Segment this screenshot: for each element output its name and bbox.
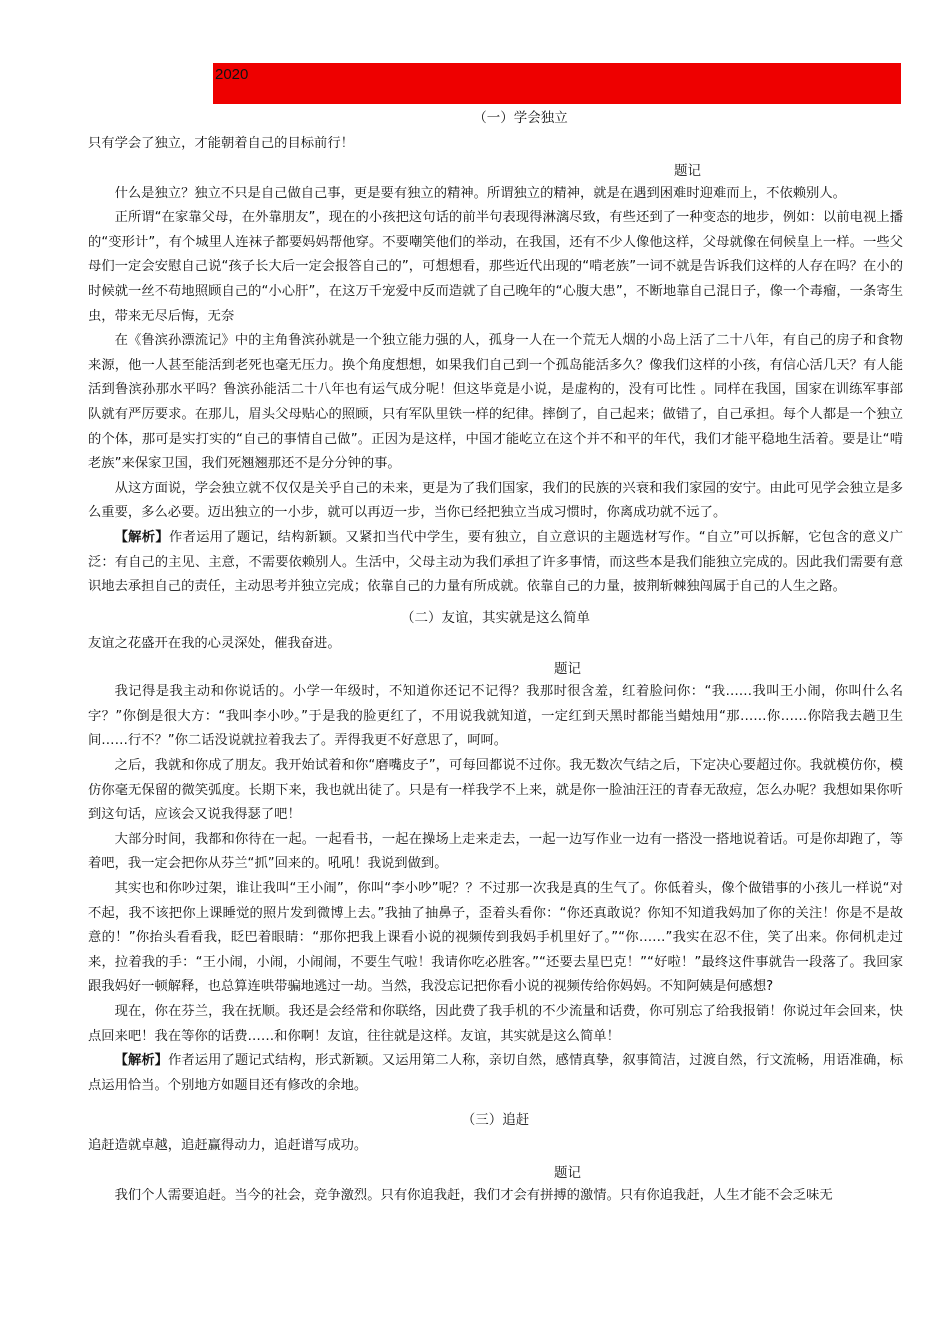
analysis-label: 【解析】: [114, 1053, 169, 1069]
paragraph: 从这方面说，学会独立就不仅仅是关乎自己的未来，更是为了我们国家，我们的民族的兴衰和我们家园的安宁。由此可见学会独立是多么重要，多么必要。迈出独立的一小步，就可以再迈一步，当你已经把独立当成习惯时，你离成功就不远了。: [88, 480, 903, 521]
essay-section-3: [88, 1108, 903, 1208]
tiji-label: 题记: [554, 661, 581, 678]
section-lead: 追赶造就卓越，追赶赢得动力，追赶谱写成功。: [88, 1138, 368, 1154]
document-body: [88, 106, 903, 1209]
paragraph: 正所谓“在家靠父母，在外靠朋友”，现在的小孩把这句话的前半句表现得淋漓尽致，有些还到了一种变态的地步，例如：以前电视上播的“变形计”，有个城里人连袜子都要妈妈帮他穿。不要嘲笑他们的举动，在我国，还有不少人像他这样，父母就像在伺候皇上一样。一些父母们一定会安慰自己说“孩子长大后一定会报答自己的”，可想想看，那些近代出现的“啃老族”一词不就是告诉我们这样的人存在吗？在小的时候就一丝不苟地照顾自己的“小心肝”，在这万千宠爱中反而造就了自己晚年的“心腹大患”，不断地靠自己混日子，像一个毒瘤，一条寄生虫，带来无尽后悔，无奈: [88, 210, 903, 324]
essay-section-2: [88, 606, 903, 1099]
analysis-paragraph: [88, 1049, 903, 1098]
section-title: （二）友谊，其实就是这么简单: [401, 609, 590, 626]
section-lead: 友谊之花盛开在我的心灵深处，催我奋进。: [88, 635, 341, 651]
section-title: （三）追赶: [461, 1112, 530, 1129]
section-title: （一）学会独立: [473, 110, 568, 126]
paragraph: 大部分时间，我都和你待在一起。一起看书，一起在操场上走来走去，一起一边写作业一边有一搭没一搭地说着话。可是你却跑了，等着吧，我一定会把你从芬兰“抓”回来的。吼吼！我说到做到。: [88, 831, 903, 872]
paragraph: 我们个人需要追赶。当今的社会，竞争激烈。只有你追我赶，我们才会有拼搏的激情。只有你追我赶，人生才能不会乏味无: [114, 1187, 833, 1203]
essay-section-1: [88, 106, 903, 600]
paragraph: 其实也和你吵过架，谁让我叫“王小闹”，你叫“李小吵”呢？？不过那一次我是真的生气了。你低着头，像个做错事的小孩儿一样说“对不起，我不该把你上课睡觉的照片发到微博上去。”我抽了抽鼻子，歪着头看你：“你还真敢说？你知不知道我妈加了你的关注！你是不是故意的！”你抬头看看我，眨巴着眼睛：“那你把我上课看小说的视频传到我妈手机里好了。”“你……”我实在忍不住，笑了出来。你伺机走过来，拉着我的手：“王小闹，小闹，小闹闹，不要生气啦！我请你吃必胜客。”“还要去星巴克！”“好啦！”最终这件事就告一段落了。我回家跟我妈好一顿解释，也总算连哄带骗地逃过一劫。当然，我没忘记把你看小说的视频传给你妈妈。不知阿姨是何感想?: [88, 881, 903, 995]
paragraph: 什么是独立？独立不只是自己做自己事，更是要有独立的精神。所谓独立的精神，就是在遇到困难时迎难而上，不依赖别人。: [114, 185, 846, 201]
paragraph: 我记得是我主动和你说话的。小学一年级时，不知道你还记不记得？我那时很含羞，红着脸问你：“我……我叫王小闹，你叫什么名字？”你倒是很大方：“我叫李小吵。”于是我的脸更红了，不用说我就知道，一定红到天黑时都能当蜡烛用“那……你……你陪我去趟卫生间……行不？”你二话没说就拉着我去了。弄得我更不好意思了，呵呵。: [88, 684, 903, 749]
analysis-text: 作者运用了题记式结构，形式新颖。又运用第二人称，亲切自然，感情真挚，叙事简洁，过渡自然，行文流畅，用语准确，标点运用恰当。个别地方如题目还有修改的余地。: [88, 1053, 904, 1093]
analysis-text: 作者运用了题记，结构新颖。又紧扣当代中学生，要有独立，自立意识的主题选材写作。“自立”可以拆解，它包含的意义广泛：有自己的主见、主意，不需要依赖别人。生活中，父母主动为我们承担了许多事情，而这些本是我们能独立完成的。因此我们需要有意识地去承担自己的责任，主动思考并独立完成；依靠自己的力量有所成就。依靠自己的力量，披荆斩棘独闯属于自己的人生之路。: [88, 529, 903, 595]
tiji-label: 题记: [554, 1164, 581, 1181]
analysis-paragraph: [88, 526, 903, 600]
banner-year: 2020: [215, 66, 249, 83]
paragraph: 之后，我就和你成了朋友。我开始试着和你“磨嘴皮子”，可每回都说不过你。我无数次气结之后，下定决心要超过你。我就模仿你，模仿你毫无保留的微笑弧度。长期下来，我也就出徒了。只是有一样我学不上来，就是你一脸油汪汪的青春无敌痘，怎么办呢？我想如果你听到这句话，应该会又说我得瑟了吧！: [88, 758, 903, 823]
tiji-label: 题记: [674, 162, 701, 179]
section-lead: 只有学会了独立，才能朝着自己的目标前行！: [88, 136, 354, 151]
paragraph: 现在，你在芬兰，我在抚顺。我还是会经常和你联络，因此费了我手机的不少流量和话费，你可别忘了给我报销！你说过年会回来，快点回来吧！我在等你的话费……和你啊！友谊，往往就是这样。友谊，其实就是这么简单！: [88, 1004, 903, 1044]
analysis-label: 【解析】: [114, 529, 169, 545]
title-banner: [213, 63, 901, 104]
paragraph: 在《鲁滨孙漂流记》中的主角鲁滨孙就是一个独立能力强的人，孤身一人在一个荒无人烟的小岛上活了二十八年，有自己的房子和食物来源，他一人甚至能活到老死也毫无压力。换个角度想想，如果我们自己到一个孤岛能活多久？像我们这样的小孩，有信心活几天？有人能活到鲁滨孙那水平吗？鲁滨孙能活二十八年也有运气成分呢！但这毕竟是小说，是虚构的，没有可比性 。同样在我国，国家在训练军事部队就有严厉要求。在那儿，眉头父母贴心的照顾，只有军队里铁一样的纪律。摔倒了，自己起来；做错了，自己承担。每个人都是一个独立的个体，那可是实打实的“自己的事情自己做”。正因为是这样，中国才能屹立在这个并不和平的年代，我们才能平稳地生活着。要是让“啃老族”来保家卫国，我们死翘翘那还不是分分钟的事。: [88, 333, 903, 472]
